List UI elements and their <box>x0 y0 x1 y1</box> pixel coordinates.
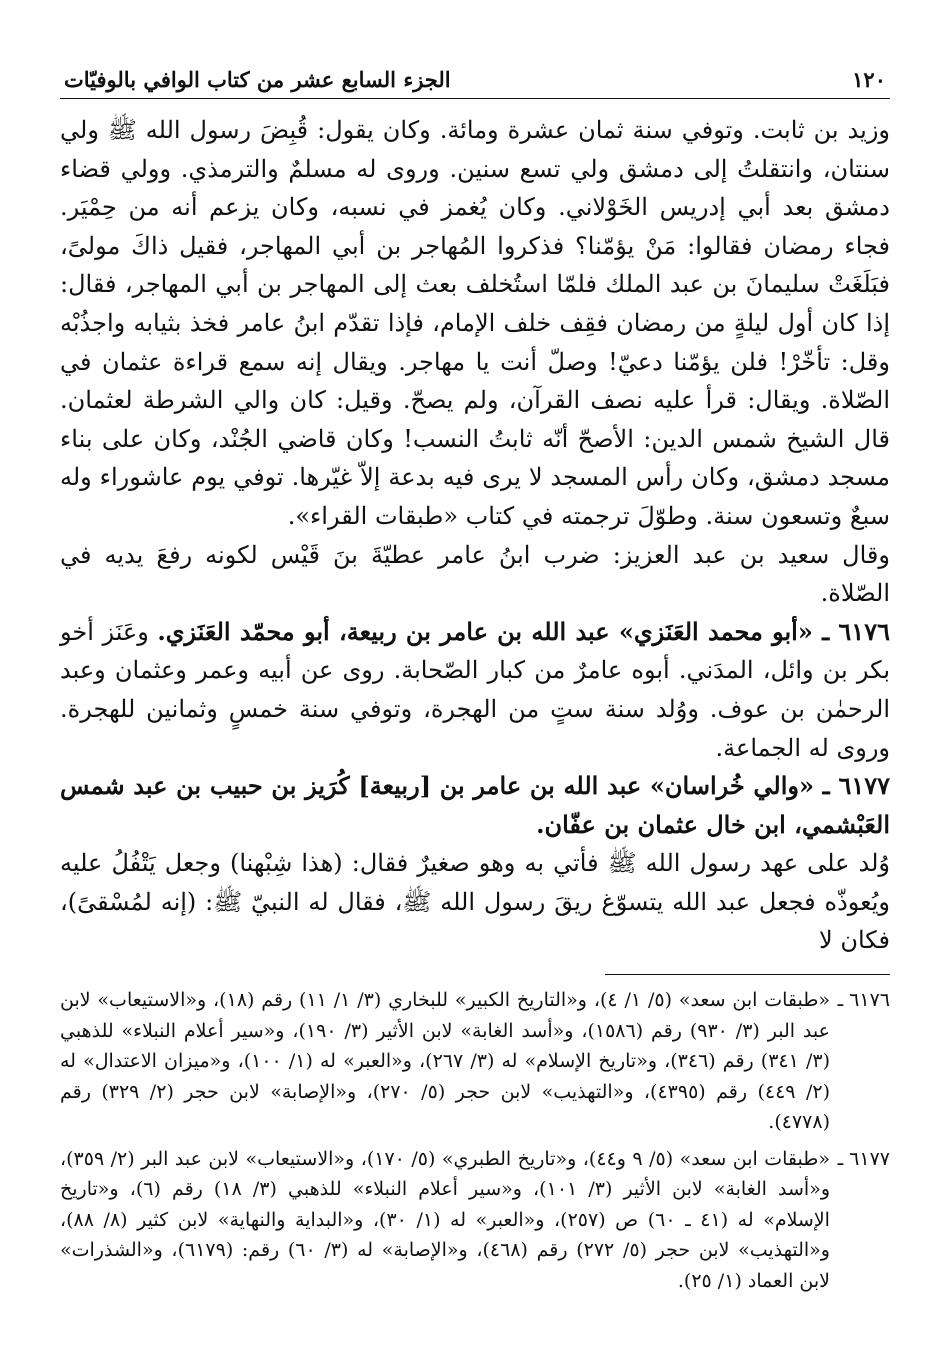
footnote-6177 <box>60 1144 890 1297</box>
paragraph-quote: وقال سعيد بن عبد العزيز: ضرب ابنُ عامر عطيّةَ بنَ قَيْس لكونه رفعَ يديه في الصّلاة. <box>60 540 890 608</box>
footnotes-divider <box>605 974 890 975</box>
entry-6176-title: ٦١٧٦ ـ «أبو محمد العَنَزي» عبد الله بن عامر بن ربيعة، أبو محمّد العَنَزي. <box>157 616 890 646</box>
running-title: الجزء السابع عشر من كتاب الوافي بالوفيّات <box>64 67 451 92</box>
footnotes-divider-wrap <box>60 974 890 975</box>
footnote-text: «طبقات ابن سعد» (٥/ ٩ و٤٤)، و«تاريخ الطبري» (٥/ ١٧٠)، و«الاستيعاب» لابن عبد البر (٢/ ٣٥٩)، و«أسد الغابة» لابن الأثير (٣/ ١٠١)، و«سير أعلام النبلاء» للذهبي (٣/ ١٨) رقم (٦)، و«تاريخ الإسلام» له (٤١ ـ ٦٠) ص (٢٥٧)، و«العبر» له (١/ ٣٠)، و«البداية والنهاية» لابن كثير (٨/ ٨٨)، و«التهذيب» لابن حجر (٥/ ٢٧٢) رقم (٤٦٨)، و«الإصابة» له (٣/ ٦٠) رقم: (٦١٧٩)، و«الشذرات» لابن العماد (١/ ٢٥). <box>60 1147 830 1292</box>
page-header <box>60 56 890 99</box>
paragraph-intro: وزيد بن ثابت. وتوفي سنة ثمان عشرة ومائة. وكان يقول: قُبِضَ رسول الله ﷺ ولي سنتان، وانتقلتُ إلى دمشق ولي تسع سنين. وروى له مسلمٌ والترمذي. وولي قضاء دمشق بعد أبي إدريس الخَوْلاني. وكان يُغمز في نسبه، وكان يزعم أنه من حِمْيَر. فجاء رمضان فقالوا: مَنْ يؤمّنا؟ فذكروا المُهاجر بن أبي المهاجر، فقيل ذاكَ مولىً، فبَلَغَتْ سليمانَ بن عبد الملك فلمّا استُخلف بعث إلى المهاجر بن أبي المهاجر، فقال: إذا كان أول ليلةٍ من رمضان فقِف خلف الإمام، فإذا تقدّم ابنُ عامر فخذ بثيابه واجذُبْه وقل: تأخّرْ! فلن يؤمّنا دعيّ! وصلّ أنت يا مهاجر. ويقال إنه سمع قراءة عثمان في الصّلاة. ويقال: قرأ عليه نصف القرآن، ولم يصحّ. وقيل: كان والي الشرطة لعثمان. قال الشيخ شمس الدين: الأصحّ أنّه ثابتُ النسب! وكان قاضي الجُنْد، وكان على بناء مسجد دمشق، وكان رأس المسجد لا يرى فيه بدعة إلاّ غيّرها. توفي يوم عاشوراء وله سبعٌ وتسعون سنة. وطوّلَ ترجمته في كتاب «طبقات القراء». <box>60 116 890 530</box>
entry-6176-text: وعَنَز أخو بكر بن وائل، المدَني. أبوه عامرٌ من كبار الصّحابة. روى عن أبيه وعمر وعثمان وعبد الرحمٰن بن عوف. ووُلد سنة ستٍ من الهجرة، وتوفي سنة خمسٍ وثمانين للهجرة. وروى له الجماعة. <box>60 617 890 762</box>
page-number: ١٢٠ <box>852 67 886 92</box>
main-text <box>60 111 890 960</box>
footnote-6176 <box>60 985 890 1138</box>
footnote-number: ٦١٧٧ ـ <box>837 1147 890 1170</box>
footnotes <box>60 985 890 1296</box>
footnote-number: ٦١٧٦ ـ <box>837 989 890 1012</box>
footnote-text: «طبقات ابن سعد» (٥/ ١/ ٤)، و«التاريخ الكبير» للبخاري (٣/ ١/ ١١) رقم (١٨)، و«الاستيعاب» لابن عبد البر (٣/ ٩٣٠) رقم (١٥٨٦)، و«أسد الغابة» لابن الأثير (٣/ ١٩٠)، و«سير أعلام النبلاء» للذهبي (٣/ ٣٤١) رقم (٣٤٦)، و«تاريخ الإسلام» له (٣/ ٢٦٧)، و«العبر» له (١/ ١٠٠)، و«ميزان الاعتدال» له (٢/ ٤٤٩) رقم (٤٣٩٥)، و«التهذيب» لابن حجر (٥/ ٢٧٠)، و«الإصابة» لابن حجر (٢/ ٣٢٩) رقم (٤٧٧٨). <box>60 989 831 1134</box>
entry-6177-title: ٦١٧٧ ـ «والي خُراسان» عبد الله بن عامر بن [ربيعة] كُرَيز بن حبيب بن عبد شمس العَبْشمي، ابن خال عثمان بن عفّان. <box>60 771 890 839</box>
document-page <box>60 56 890 1302</box>
entry-6177-text: وُلد على عهد رسول الله ﷺ فأتي به وهو صغيرٌ فقال: (هذا شِبْهنا) وجعل يَتْفُلُ عليه ويُعوذّه فجعل عبد الله يتسوّغ ريقَ رسول الله ﷺ، فقال له النبيّ ﷺ: (إنه لمُسْقىً)، فكان لا <box>60 849 890 955</box>
entry-6176 <box>60 613 890 767</box>
